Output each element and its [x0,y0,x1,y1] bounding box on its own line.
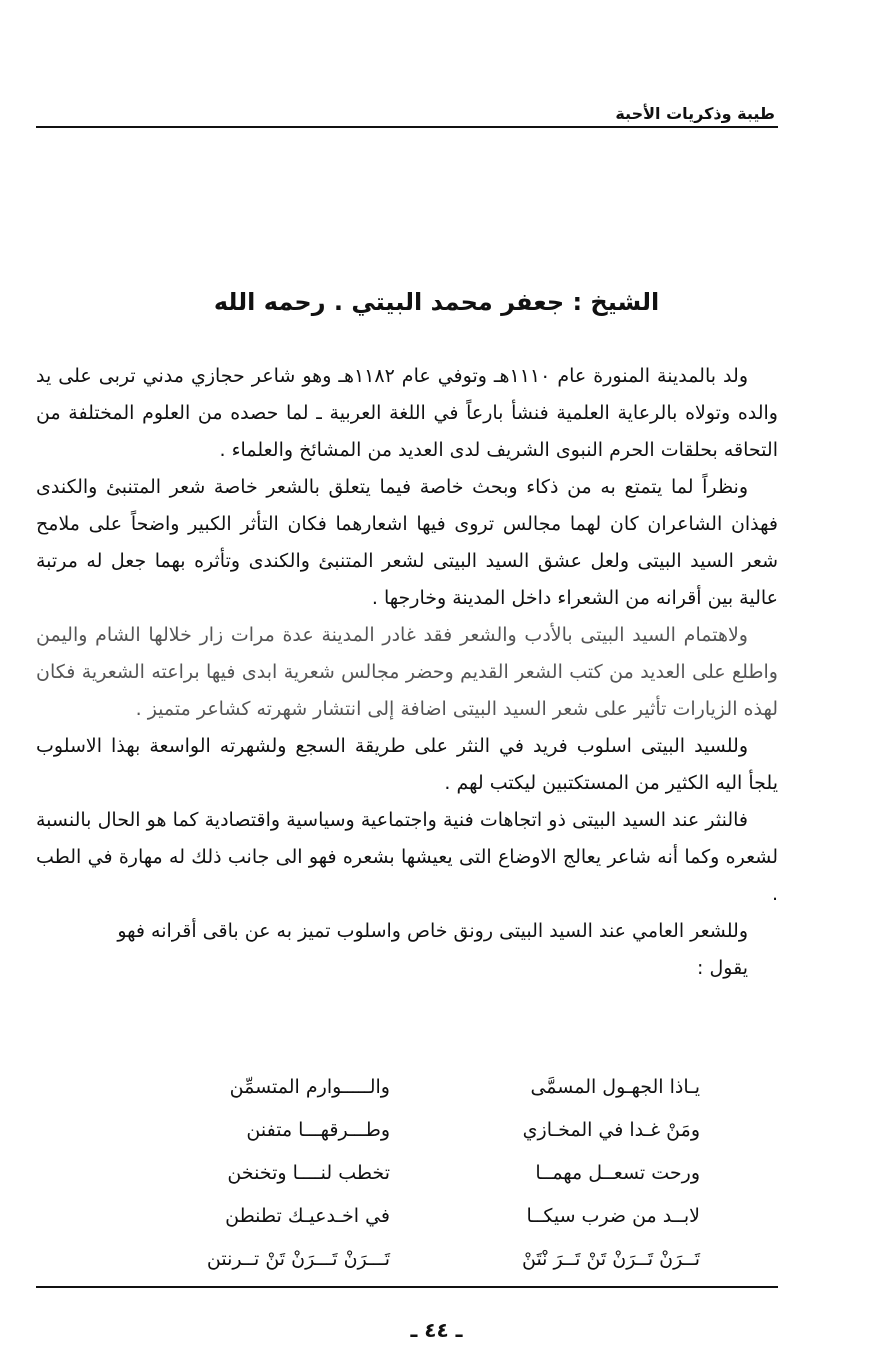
poem-verse [140,1238,700,1281]
poem-intro: يقول : [697,957,748,979]
verse-first-hemistich: يـاذا الجهـول المسمَّى [530,1076,700,1098]
verse-second-hemistich: والـــــوارم المتسمِّن [229,1076,390,1098]
paragraph-prose-style: وللسيد البيتى اسلوب فريد في النثر على طريقة السجع ولشهرته الواسعة بهذا الاسلوب يلجأ اليه الكثير من المستكتبين ليكتب لهم . [36,735,778,794]
poem-verse [140,1066,700,1109]
poem-verse [140,1152,700,1195]
article-body [36,358,778,987]
poem [140,1066,700,1281]
paragraph-colloquial-poetry: وللشعر العامي عند السيد البيتى رونق خاص واسلوب تميز به عن باقى أقرانه فهو [117,920,748,942]
footer-divider [36,1286,778,1288]
verse-second-hemistich: في اخـدعيـك تطنطن [225,1205,390,1227]
verse-first-hemistich: ورحت تسعــل مهمــا [535,1162,700,1184]
verse-second-hemistich: تخطب لنــــا وتخنخن [227,1162,390,1184]
running-header: طيبة وذكريات الأحبة [615,104,775,123]
verse-second-hemistich: وطـــرقهـــا متفنن [246,1119,390,1141]
paragraph-travels: ولاهتمام السيد البيتى بالأدب والشعر فقد غادر المدينة عدة مرات زار خلالها الشام واليمن واطلع على العديد من كتب الشعر القديم وحضر مجالس شعرية ابدى فيها براعته الشعرية فكان لهذه الزيارات تأثير على شعر السيد البيتى اضافة إلى انتشار شهرته كشاعر متميز . [36,624,778,720]
poem-verse [140,1195,700,1238]
verse-first-hemistich: لابــد من ضرب سيكــا [526,1205,700,1227]
verse-second-hemistich: تَـــرَنْ تَـــرَنْ تَنْ تــرنتن [206,1248,390,1270]
poem-verse [140,1109,700,1152]
paragraph-birth: ولد بالمدينة المنورة عام ١١١٠هـ وتوفي عام ١١٨٢هـ وهو شاعر حجازي مدني تربى على يد والده وتولاه بالرعاية العلمية فنشأ بارعاً في اللغة العربية ـ لما حصده من العلوم المختلفة من التحاقه بحلقات الحرم النبوى الشريف لدى العديد من المشائخ والعلماء . [36,365,778,461]
paragraph-prose-themes: فالنثر عند السيد البيتى ذو اتجاهات فنية واجتماعية وسياسية واقتصادية كما هو الحال بالنسبة لشعره وكما أنه شاعر يعالج الاوضاع التى يعيشها بشعره فهو الى جانب ذلك له مهارة في الطب . [36,809,778,905]
article-title: الشيخ : جعفر محمد البيتي . رحمه الله [213,288,660,316]
verse-first-hemistich: ومَنْ غـدا في المخـازي [522,1119,700,1141]
paragraph-influences: ونظراً لما يتمتع به من ذكاء وبحث خاصة فيما يتعلق بالشعر خاصة شعر المتنبئ والكندى فهذان الشاعران كان لهما مجالس تروى فيها اشعارهما فكان التأثر الكبير واضحاً على ملامح شعر السيد البيتى ولعل عشق السيد البيتى لشعر المتنبئ والكندى وتأثره بهما جعل له مرتبة عالية بين أقرانه من الشعراء داخل المدينة وخارجها . [36,476,778,609]
header-divider [36,126,778,128]
page-number: ـ ٤٤ ـ [410,1318,463,1342]
verse-first-hemistich: تَــرَنْ تَــرَنْ تَنْ تَــرَ نْتَنْ [521,1248,700,1270]
